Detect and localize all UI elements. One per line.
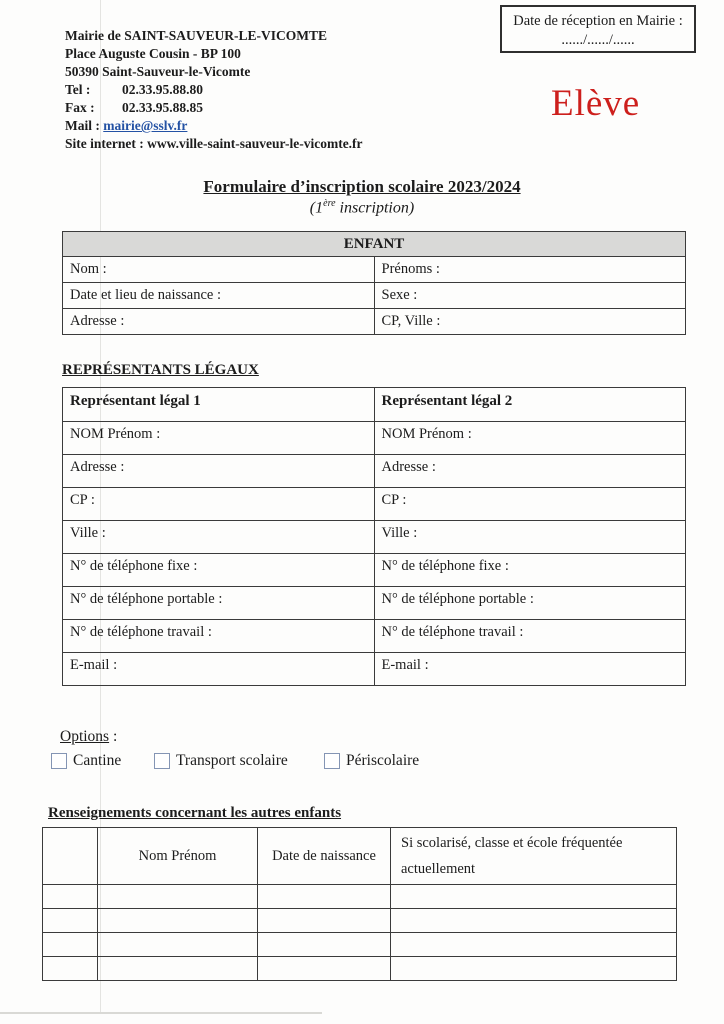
field-email-2: E-mail :	[374, 653, 686, 686]
table-row	[43, 885, 677, 909]
field-nom: Nom :	[63, 257, 375, 283]
options-heading-colon: :	[109, 728, 118, 745]
empty-cell	[391, 957, 677, 981]
empty-cell	[391, 933, 677, 957]
enfant-table-title: ENFANT	[63, 232, 686, 257]
periscolaire-checkbox[interactable]	[324, 753, 340, 769]
table-row	[63, 554, 686, 587]
field-nom-prenom-2: NOM Prénom :	[374, 422, 686, 455]
option-transport-scolaire	[154, 752, 288, 770]
table-row	[43, 957, 677, 981]
table-row	[63, 455, 686, 488]
options-heading-text: Options	[60, 728, 110, 745]
empty-cell	[98, 885, 258, 909]
field-adresse-1: Adresse :	[63, 455, 375, 488]
field-tel-travail-1: N° de téléphone travail :	[63, 620, 375, 653]
cantine-label: Cantine	[73, 752, 122, 769]
field-nom-prenom-1: NOM Prénom :	[63, 422, 375, 455]
field-ville-1: Ville :	[63, 521, 375, 554]
table-row	[63, 283, 686, 309]
representants-table	[62, 387, 686, 686]
field-tel-travail-2: N° de téléphone travail :	[374, 620, 686, 653]
org-address-line2: 50390 Saint-Sauveur-le-Vicomte	[65, 64, 251, 79]
table-row	[63, 521, 686, 554]
reception-date-box	[500, 5, 696, 53]
representants-heading: REPRÉSENTANTS LÉGAUX	[62, 362, 259, 378]
table-row	[63, 653, 686, 686]
enfant-table	[62, 231, 686, 335]
empty-cell	[258, 933, 391, 957]
field-tel-portable-2: N° de téléphone portable :	[374, 587, 686, 620]
field-date-lieu-naissance: Date et lieu de naissance :	[63, 283, 375, 309]
field-ville-2: Ville :	[374, 521, 686, 554]
empty-cell	[98, 933, 258, 957]
autres-enfants-table	[42, 827, 677, 981]
field-cp-1: CP :	[63, 488, 375, 521]
subtitle-superscript: ère	[323, 198, 336, 209]
nom-prenom-column-header: Nom Prénom	[98, 828, 258, 885]
transport-scolaire-checkbox[interactable]	[154, 753, 170, 769]
subtitle-prefix: (1	[309, 199, 324, 217]
mail-line	[65, 117, 363, 135]
mail-link[interactable]: mairie@sslv.fr	[103, 118, 188, 133]
autres-enfants-heading: Renseignements concernant les autres enfants	[48, 805, 342, 821]
table-row	[43, 933, 677, 957]
scolarise-column-header: Si scolarisé, classe et école fréquentée actuellement	[391, 828, 677, 885]
empty-cell	[258, 909, 391, 933]
website-line: Site internet : www.ville-saint-sauveur-le-vicomte.fr	[65, 136, 363, 151]
fax-label: Fax :	[65, 100, 95, 115]
table-row	[63, 488, 686, 521]
form-title: Formulaire d’inscription scolaire 2023/2024	[203, 177, 521, 196]
row-index-column-header	[43, 828, 98, 885]
tel-line	[65, 81, 363, 99]
empty-cell	[258, 957, 391, 981]
empty-cell	[43, 885, 98, 909]
table-row	[63, 620, 686, 653]
table-row	[63, 309, 686, 335]
reception-date-placeholder: ....../....../......	[561, 32, 635, 48]
table-row	[43, 909, 677, 933]
option-periscolaire	[324, 752, 419, 770]
autres-enfants-header-row	[43, 828, 677, 885]
empty-cell	[258, 885, 391, 909]
empty-cell	[43, 909, 98, 933]
cantine-checkbox[interactable]	[51, 753, 67, 769]
field-sexe: Sexe :	[374, 283, 686, 309]
field-email-1: E-mail :	[63, 653, 375, 686]
empty-cell	[43, 933, 98, 957]
fax-line	[65, 99, 363, 117]
table-row	[63, 422, 686, 455]
rep1-column-header: Représentant légal 1	[63, 388, 375, 422]
org-address-line1: Place Auguste Cousin - BP 100	[65, 46, 241, 61]
empty-cell	[391, 909, 677, 933]
enfant-header-row	[63, 232, 686, 257]
periscolaire-label: Périscolaire	[346, 752, 420, 769]
empty-cell	[98, 909, 258, 933]
doc-type-tag: Elève	[551, 83, 641, 124]
empty-cell	[43, 957, 98, 981]
field-tel-portable-1: N° de téléphone portable :	[63, 587, 375, 620]
table-row	[63, 587, 686, 620]
field-adresse-2: Adresse :	[374, 455, 686, 488]
reception-date-label: Date de réception en Mairie :	[513, 13, 683, 29]
empty-cell	[98, 957, 258, 981]
tel-value: 02.33.95.88.80	[122, 82, 203, 97]
mairie-contact-block	[65, 27, 363, 153]
tel-label: Tel :	[65, 82, 91, 97]
field-adresse: Adresse :	[63, 309, 375, 335]
org-name: Mairie de SAINT-SAUVEUR-LE-VICOMTE	[65, 28, 328, 43]
date-naissance-column-header: Date de naissance	[258, 828, 391, 885]
mail-label: Mail :	[65, 118, 100, 133]
form-subtitle	[0, 198, 724, 217]
empty-cell	[391, 885, 677, 909]
scan-edge-artifact	[0, 1012, 322, 1014]
representants-header-row	[63, 388, 686, 422]
options-heading	[60, 728, 117, 746]
subtitle-suffix: inscription)	[335, 199, 415, 217]
table-row	[63, 257, 686, 283]
field-cp-2: CP :	[374, 488, 686, 521]
field-tel-fixe-1: N° de téléphone fixe :	[63, 554, 375, 587]
rep2-column-header: Représentant légal 2	[374, 388, 686, 422]
fax-value: 02.33.95.88.85	[122, 100, 203, 115]
field-prenoms: Prénoms :	[374, 257, 686, 283]
option-cantine	[51, 752, 121, 770]
field-cp-ville: CP, Ville :	[374, 309, 686, 335]
field-tel-fixe-2: N° de téléphone fixe :	[374, 554, 686, 587]
transport-scolaire-label: Transport scolaire	[176, 752, 288, 769]
title-block	[0, 177, 724, 217]
